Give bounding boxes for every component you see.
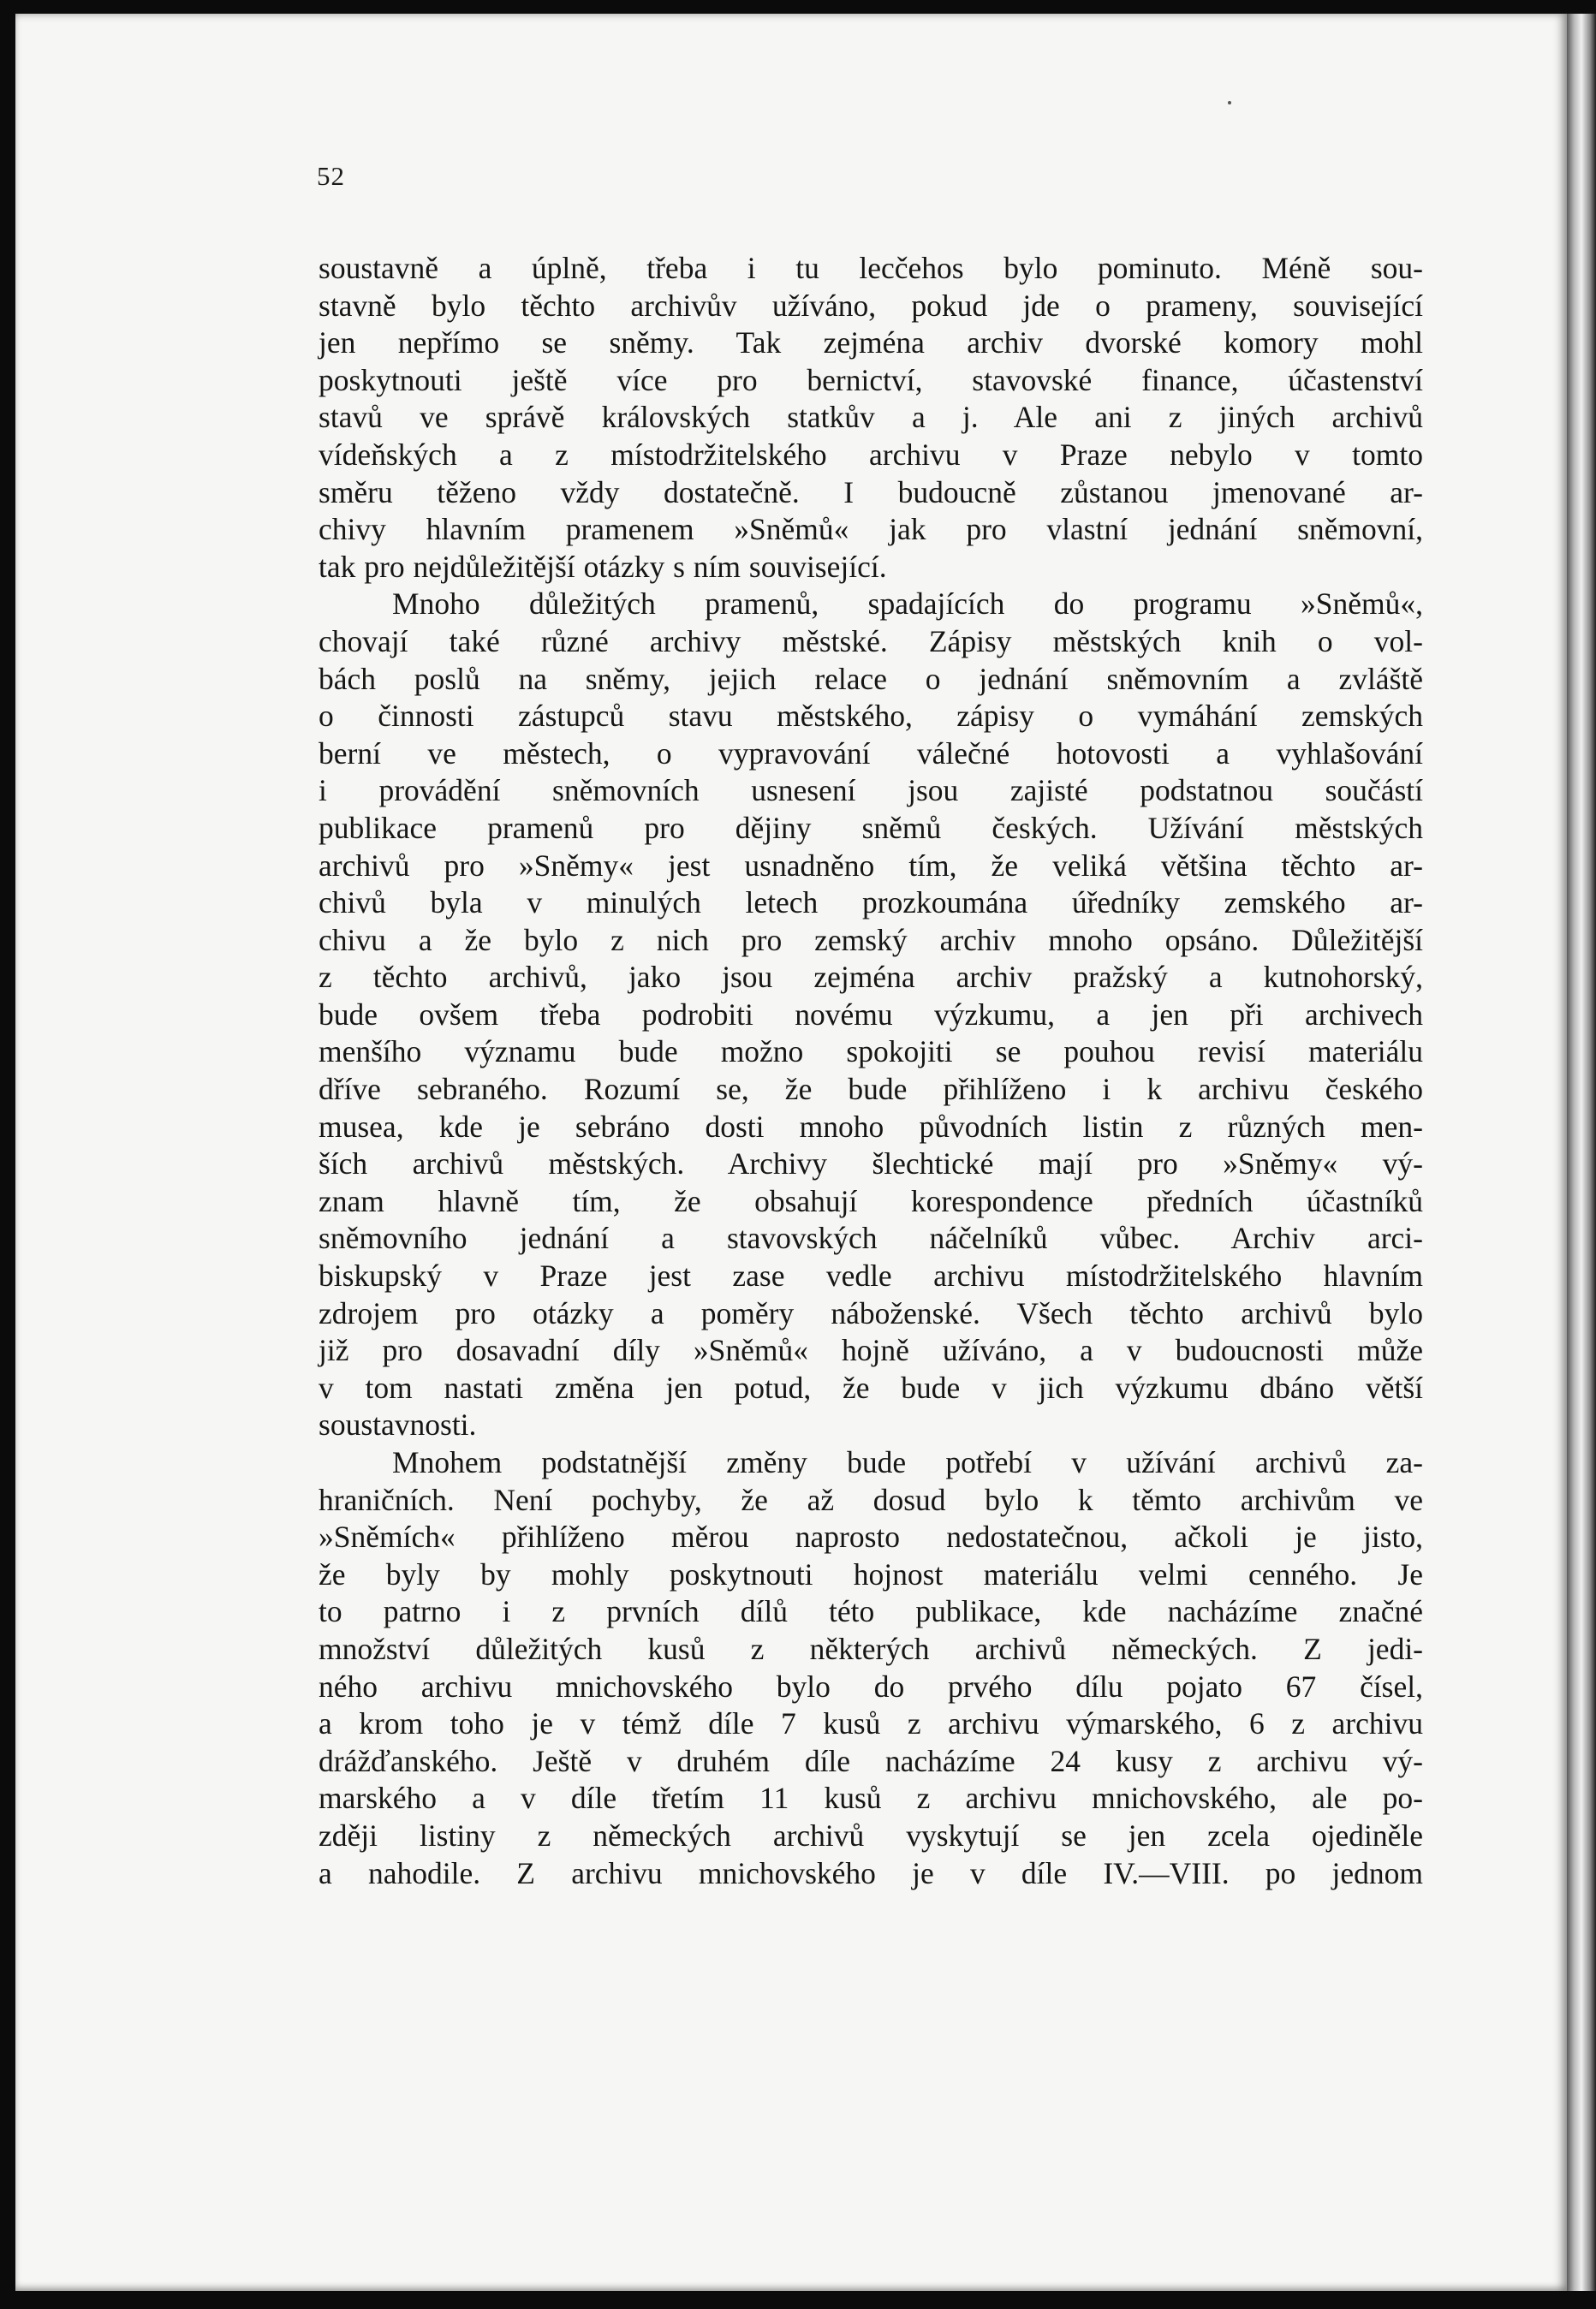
text-line: bude ovšem třeba podrobiti novému výzkumu, a jen při archivech — [319, 997, 1423, 1032]
paragraph-3 — [319, 1444, 1423, 1892]
text-line: zdrojem pro otázky a poměry náboženské. Všech těchto archivů bylo — [319, 1295, 1423, 1330]
text-line: chovají také různé archivy městské. Zápisy městských knih o vol- — [319, 623, 1423, 658]
text-line: dříve sebraného. Rozumí se, že bude přihlíženo i k archivu českého — [319, 1072, 1423, 1107]
body-text — [319, 250, 1423, 1892]
text-line: sněmovního jednání a stavovských náčelníků vůbec. Archiv arci- — [319, 1221, 1423, 1256]
text-line: vídeňských a z místodržitelského archivu v Praze nebylo v tomto — [319, 437, 1423, 472]
text-line: množství důležitých kusů z některých archivů německých. Z jedi- — [319, 1631, 1423, 1666]
text-line: v tom nastati změna jen potud, že bude v jich výzkumu dbáno větší — [319, 1370, 1423, 1405]
text-line: publikace pramenů pro dějiny sněmů českých. Užívání městských — [319, 810, 1423, 845]
text-line: hraničních. Není pochyby, že až dosud bylo k těmto archivům ve — [319, 1482, 1423, 1517]
text-line: směru těženo vždy dostatečně. I budoucně zůstanou jmenované ar- — [319, 474, 1423, 509]
page-edge — [1567, 14, 1596, 2291]
page-number: 52 — [317, 161, 345, 191]
text-line: drážďanského. Ještě v druhém díle nacházíme 24 kusy z archivu vý- — [319, 1743, 1423, 1778]
text-line: Mnoho důležitých pramenů, spadajících do programu »Sněmů«, — [392, 586, 1423, 622]
text-line: bách poslů na sněmy, jejich relace o jednání sněmovním a zvláště — [319, 661, 1423, 696]
text-line: archivů pro »Sněmy« jest usnadněno tím, že veliká většina těchto ar- — [319, 848, 1423, 883]
text-line: chivy hlavním pramenem »Sněmů« jak pro vlastní jednání sněmovní, — [319, 512, 1423, 547]
dust-speck — [1228, 101, 1231, 104]
paragraph-2 — [319, 586, 1423, 1444]
text-line: a krom toho je v témž díle 7 kusů z archivu výmarského, 6 z archivu — [319, 1706, 1423, 1741]
paragraph-1 — [319, 250, 1423, 586]
text-line: znam hlavně tím, že obsahují korespondence předních účastníků — [319, 1183, 1423, 1218]
text-line: chivu a že bylo z nich pro zemský archiv mnoho opsáno. Důležitější — [319, 922, 1423, 957]
text-line: zději listiny z německých archivů vyskytují se jen zcela ojediněle — [319, 1818, 1423, 1853]
text-line: berní ve městech, o vypravování válečné hotovosti a vyhlašování — [319, 735, 1423, 771]
text-line: stavně bylo těchto archivův užíváno, pokud jde o prameny, související — [319, 288, 1423, 323]
text-line: již pro dosavadní díly »Sněmů« hojně užíváno, a v budoucnosti může — [319, 1333, 1423, 1368]
text-line: to patrno i z prvních dílů této publikace, kde nacházíme značné — [319, 1594, 1423, 1629]
text-line: biskupský v Praze jest zase vedle archivu místodržitelského hlavním — [319, 1259, 1423, 1294]
text-line: z těchto archivů, jako jsou zejména archiv pražský a kutnohorský, — [319, 960, 1423, 995]
text-line: a nahodile. Z archivu mnichovského je v díle IV.—VIII. po jednom — [319, 1855, 1423, 1890]
text-line: že byly by mohly poskytnouti hojnost materiálu velmi cenného. Je — [319, 1556, 1423, 1592]
text-line: musea, kde je sebráno dosti mnoho původních listin z různých men- — [319, 1109, 1423, 1144]
text-line: marského a v díle třetím 11 kusů z archivu mnichovského, ale po- — [319, 1781, 1423, 1816]
text-line: »Sněmích« přihlíženo měrou naprosto nedostatečnou, ačkoli je jisto, — [319, 1520, 1423, 1555]
text-line: ších archivů městských. Archivy šlechtické mají pro »Sněmy« vý- — [319, 1146, 1423, 1181]
text-line: poskytnouti ještě více pro bernictví, stavovské finance, účastenství — [319, 362, 1423, 397]
text-line: Mnohem podstatnější změny bude potřebí v užívání archivů za- — [392, 1445, 1423, 1479]
text-line: i provádění sněmovních usnesení jsou zajisté podstatnou součástí — [319, 773, 1423, 808]
text-line: menšího významu bude možno spokojiti se pouhou revisí materiálu — [319, 1034, 1423, 1069]
text-line: chivů byla v minulých letech prozkoumána úředníky zemského ar- — [319, 885, 1423, 920]
text-line: soustavnosti. — [319, 1407, 477, 1443]
text-line: stavů ve správě královských statkův a j. Ale ani z jiných archivů — [319, 400, 1423, 435]
text-line: o činnosti zástupců stavu městského, zápisy o vymáhání zemských — [319, 699, 1423, 734]
text-line: ného archivu mnichovského bylo do prvého dílu pojato 67 čísel, — [319, 1669, 1423, 1704]
text-line: soustavně a úplně, třeba i tu lecčehos bylo pominuto. Méně sou- — [319, 251, 1423, 285]
text-line: tak pro nejdůležitější otázky s ním související. — [319, 549, 887, 584]
text-line: jen nepřímo se sněmy. Tak zejména archiv dvorské komory mohl — [319, 325, 1423, 360]
